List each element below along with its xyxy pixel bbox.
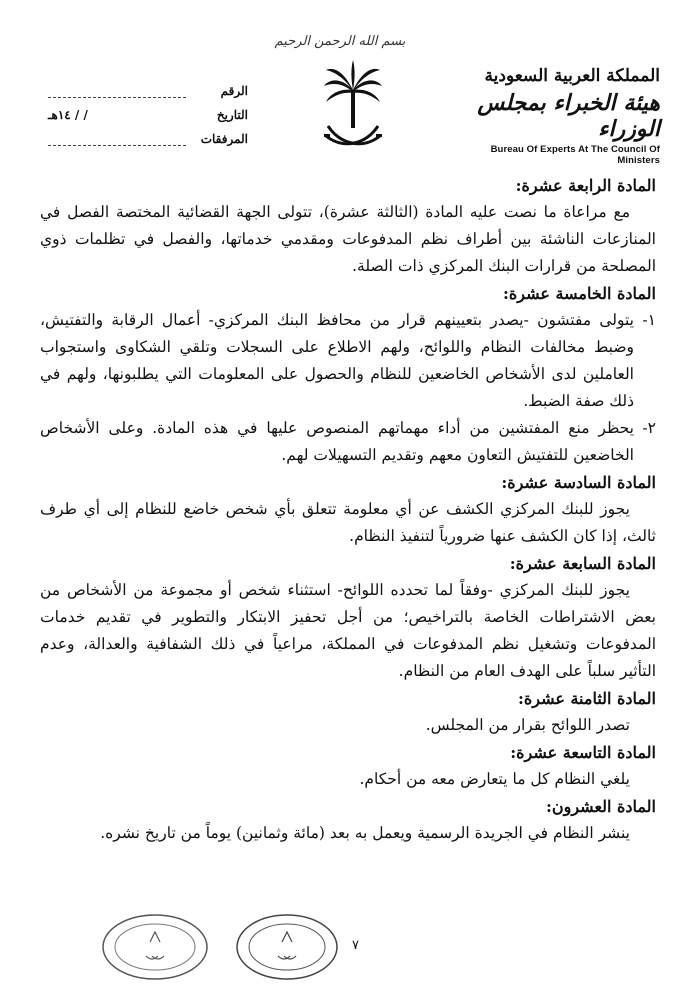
article-title: المادة السابعة عشرة: xyxy=(509,554,656,573)
date-value: / / ١٤هـ xyxy=(48,108,88,122)
basmala: بسم الله الرحمن الرحيم xyxy=(274,34,406,49)
article-title: المادة العشرون: xyxy=(545,797,656,816)
article-title: المادة التاسعة عشرة: xyxy=(510,743,656,762)
item-number: ٢- xyxy=(642,419,656,437)
date-label: التاريخ xyxy=(216,108,248,122)
article-paragraph: يجوز للبنك المركزي الكشف عن أي معلومة تتعلق بأي شخص خاضع للنظام إلى أي طرف ثالث، إذا كان الكشف عنها ضرورياً لتنفيذ النظام. xyxy=(40,500,656,545)
org-country-line: المملكة العربية السعودية xyxy=(484,66,660,86)
org-english-name: Bureau Of Experts At The Council Of Ministers xyxy=(490,144,660,166)
ref-value-line xyxy=(48,83,186,98)
page-number: ٧ xyxy=(352,938,359,953)
attachments-value-line xyxy=(48,131,186,146)
date-row xyxy=(48,98,248,122)
article-paragraph: يلغي النظام كل ما يتعارض معه من أحكام. xyxy=(359,770,630,788)
org-name-line: هيئة الخبراء بمجلس الوزراء xyxy=(477,90,660,142)
ref-row xyxy=(48,74,248,98)
article-title: المادة الخامسة عشرة: xyxy=(503,284,656,303)
official-seal-icon xyxy=(234,912,340,982)
article-title: المادة الثامنة عشرة: xyxy=(517,689,656,708)
attachments-label: المرفقات xyxy=(200,132,248,146)
article-title: المادة الرابعة عشرة: xyxy=(515,176,656,195)
article-paragraph: تصدر اللوائح بقرار من المجلس. xyxy=(425,716,630,734)
article-item xyxy=(40,415,656,469)
article-item xyxy=(40,307,656,415)
item-number: ١- xyxy=(642,311,656,329)
reference-block xyxy=(48,74,248,146)
article-title: المادة السادسة عشرة: xyxy=(501,473,656,492)
item-text: يتولى مفتشون -يصدر بتعيينهم قرار من محافظ البنك المركزي- أعمال الرقابة والتفتيش، وضبط مخالفات النظام واللوائح، ولهم الاطلاع على السجلات وتلقي الشكاوى واستجواب العاملين لدى الأشخاص الخاضعين للنظام والحصول على المعلومات التي يطلبونها، ولهم في ذلك صفة الضبط. xyxy=(40,311,634,410)
attachments-row xyxy=(48,122,248,146)
item-text: يحظر منع المفتشين من أداء مهماتهم المنصوص عليها في هذه المادة. وعلى الأشخاص الخاضعين للتفتيش التعاون معهم وتقديم التسهيلات لهم. xyxy=(40,419,634,464)
article-paragraph: يجوز للبنك المركزي -وفقاً لما تحدده اللوائح- استثناء شخص أو مجموعة من الأشخاص من بعض الاشتراطات الخاصة بالتراخيص؛ من أجل تحفيز الابتكار والتطوير في تقديم خدمات المدفوعات وتشغيل نظم المدفوعات في المملكة، مراعياً في ذلك الشفافية والعدالة، وعدم التأثير سلباً على الهدف العام من النظام. xyxy=(40,581,656,680)
saudi-palm-swords-emblem-icon xyxy=(322,60,384,155)
document-body xyxy=(40,172,656,847)
organization-header xyxy=(460,66,660,166)
official-seal-icon xyxy=(100,912,210,982)
article-paragraph: مع مراعاة ما نصت عليه المادة (الثالثة عشرة)، تتولى الجهة القضائية المختصة الفصل في المنازعات الناشئة بين أطراف نظم المدفوعات ومقدمي خدماتها، والفصل في تظلمات ذوي المصلحة من قرارات البنك المركزي ذات الصلة. xyxy=(40,203,656,275)
article-paragraph: ينشر النظام في الجريدة الرسمية ويعمل به بعد (مائة وثمانين) يوماً من تاريخ نشره. xyxy=(100,824,630,842)
ref-label: الرقم xyxy=(220,84,248,98)
